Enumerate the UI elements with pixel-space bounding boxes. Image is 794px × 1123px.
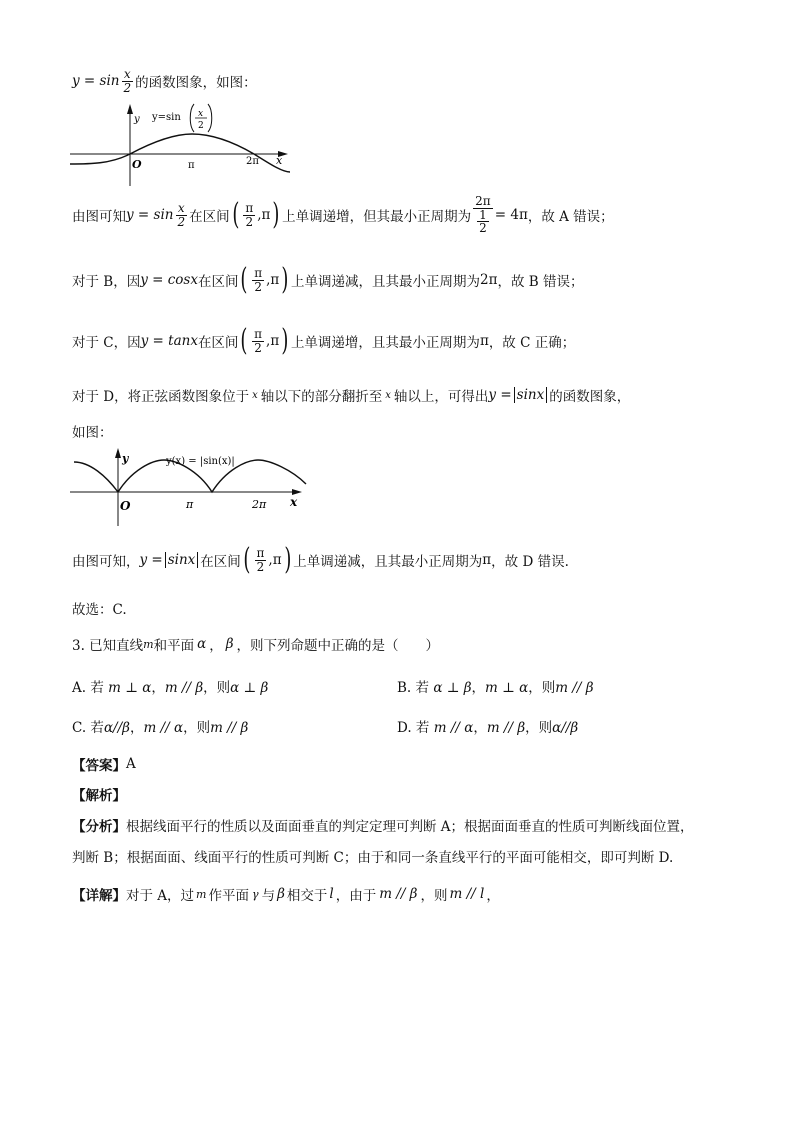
line-as-figure: 如图： [72,425,113,441]
text: 的函数图象，如图： [135,75,257,92]
origin-label: O [132,158,142,171]
fraction: $\frac{x}{2}$ [123,67,132,95]
line-choose: 故选：C. [72,602,127,618]
answer: 【答案】 A [72,756,136,774]
analysis-line-1: 【分析】 根据线面平行的性质以及面面垂直的判定定理可判断 A；根据面面垂直的性质可判断线面位置， [72,819,694,835]
graph-abs-sin [70,446,310,528]
y-label: y [134,114,140,125]
line-option-d: 对于 D，将正弦函数图象位于 x 轴以下的部分翻折至 x 轴以上，可得出 y = sinx 的函数图象， [72,387,631,405]
origin-label: O [120,499,131,513]
interval: ( $\frac{\pi}{2}$ ,π ) [231,197,280,232]
curve-label-den: 2 [198,121,204,131]
line-conclusion-d: 由图可知， y = sinx 在区间 ( $\frac{\pi}{2}$ ,π ) 上单调递减，且其最小正周期为 π ，故 D 错误. [72,542,569,577]
line-sin-half [72,68,257,94]
option-a: A. 若 m ⊥ α，m // β，则α ⊥ β [72,680,269,696]
line-option-b: 对于 B，因 y = cosx 在区间 ( $\frac{\pi}{2}$ ,π ) 上单调递减，且其最小正周期为 2π ，故 B 错误； [72,262,584,297]
curve-label-num: x [198,109,204,119]
detail-line: 【详解】 对于 A，过 m 作平面 γ 与 β 相交于 l ，由于 m // β ，则 m // l ， [72,886,500,904]
twopi-label: 2π [246,156,259,167]
analysis-line-2: 判断 B；根据面面、线面平行的性质可判断 C；由于和同一条直线平行的平面可能相交，即可判断 D. [72,850,674,866]
period-fraction: $\frac{2\pi}{\frac{1}{2}}$ [475,194,491,236]
line-conclusion-a: 由图可知 y = sin $\frac{x}{2}$ 在区间 ( $\frac{\pi}{2}$ ,π ) 上单调递增，但其最小正周期为 $\frac{2\pi}{\frac{1}{2}}$ = 4π ，故 A 错误； [72,194,614,236]
x-label: x [290,495,298,509]
twopi-label: 2π [252,498,267,511]
question-3: 3. 已知直线 m 和平面 α ， β ，则下列命题中正确的是（ ） [72,636,440,654]
x-label: x [276,154,283,167]
graph-sin-half [70,102,292,188]
line-option-c: 对于 C，因 y = tanx 在区间 ( $\frac{\pi}{2}$ ,π ) 上单调递增，且其最小正周期为 π ，故 C 正确； [72,323,576,358]
curve-label: y(x) = |sin(x)| [166,456,235,467]
option-d: D. 若 m // α，m // β，则α//β [397,720,579,736]
option-b: B. 若 α ⊥ β，m ⊥ α，则m // β [397,680,594,696]
analysis-tag: 【解析】 [72,788,126,804]
pi-label: π [186,498,194,511]
expr: y = sin [72,73,120,90]
curve-label: y=sin [152,112,181,123]
pi-label: π [188,160,195,171]
option-c: C. 若α//β，m // α，则m // β [72,720,249,736]
y-label: y [122,452,129,465]
